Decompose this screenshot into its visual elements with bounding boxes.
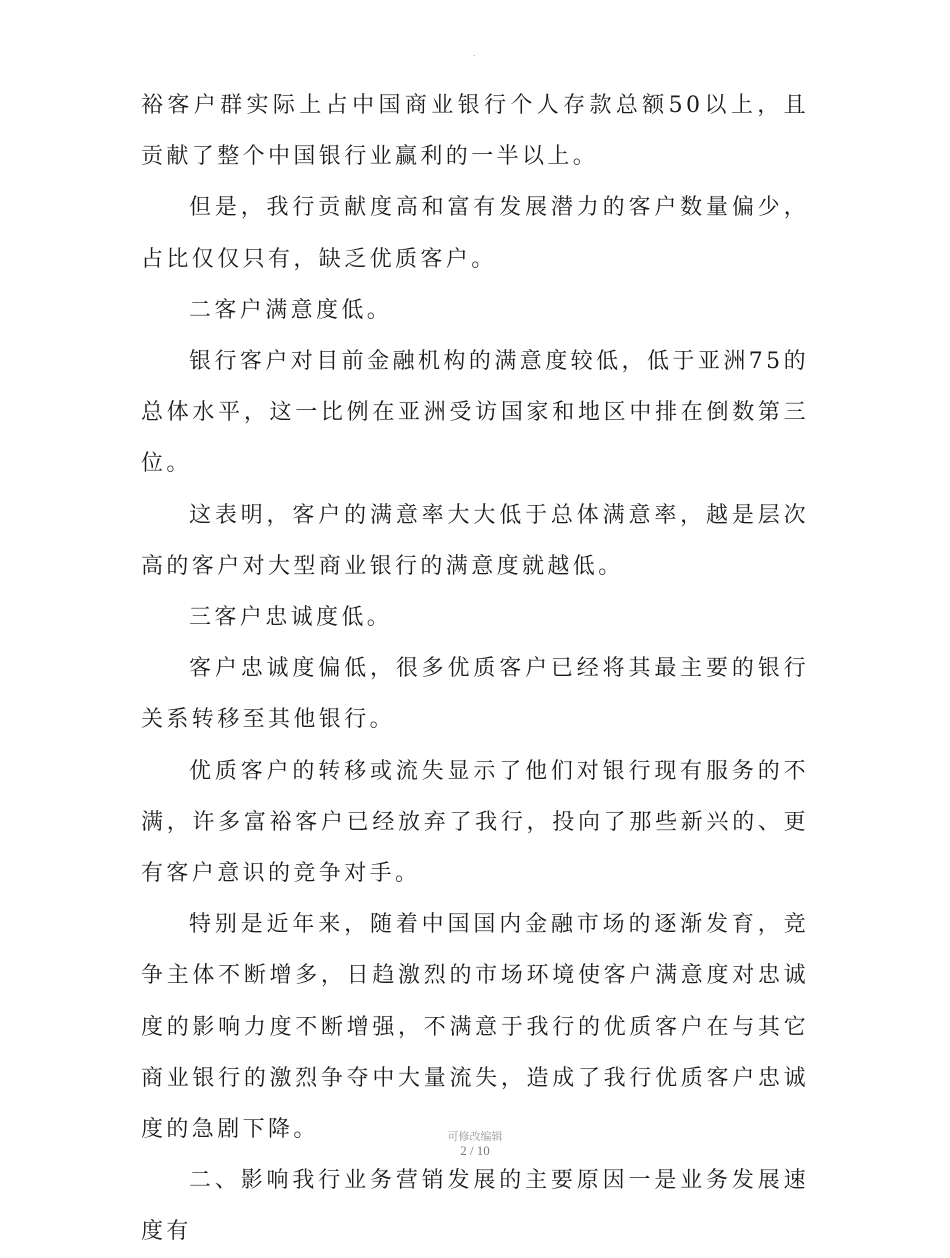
section-heading: 三客户忠诚度低。 (189, 605, 393, 631)
header-mark: . (473, 49, 476, 58)
paragraph: 这表明，客户的满意率大大低于总体满意率，越是层次高的客户对大型商业银行的满意度就越低。 (141, 502, 809, 579)
edit-note: 可修改编辑 (447, 1130, 503, 1143)
paragraph: 客户忠诚度偏低，很多优质客户已经将其最主要的银行关系转移至其他银行。 (141, 656, 809, 733)
section-heading: 二客户满意度低。 (189, 297, 393, 323)
section-heading: 二、影响我行业务营销发展的主要原因一是业务发展速度有 (141, 1168, 809, 1245)
paragraph: 银行客户对目前金融机构的满意度较低，低于亚洲75的总体水平，这一比例在亚洲受访国家和地区中排在倒数第三位。 (141, 349, 809, 477)
page-number: 2 / 10 (460, 1143, 490, 1158)
paragraph: 特别是近年来，随着中国国内金融市场的逐渐发育，竞争主体不断增多，日趋激烈的市场环境使客户满意度对忠诚度的影响力度不断增强，不满意于我行的优质客户在与其它商业银行的激烈争夺中大量流失，造成了我行优质客户忠诚度的急剧下降。 (141, 912, 809, 1143)
paragraph: 优质客户的转移或流失显示了他们对银行现有服务的不满，许多富裕客户已经放弃了我行，投向了那些新兴的、更有客户意识的竞争对手。 (141, 758, 809, 887)
paragraph: 但是，我行贡献度高和富有发展潜力的客户数量偏少，占比仅仅只有，缺乏优质客户。 (141, 195, 809, 272)
document-body (141, 80, 809, 1258)
page-footer (0, 1130, 950, 1158)
paragraph-continuation: 裕客户群实际上占中国商业银行个人存款总额50以上，且贡献了整个中国银行业赢利的一半以上。 (141, 93, 809, 170)
